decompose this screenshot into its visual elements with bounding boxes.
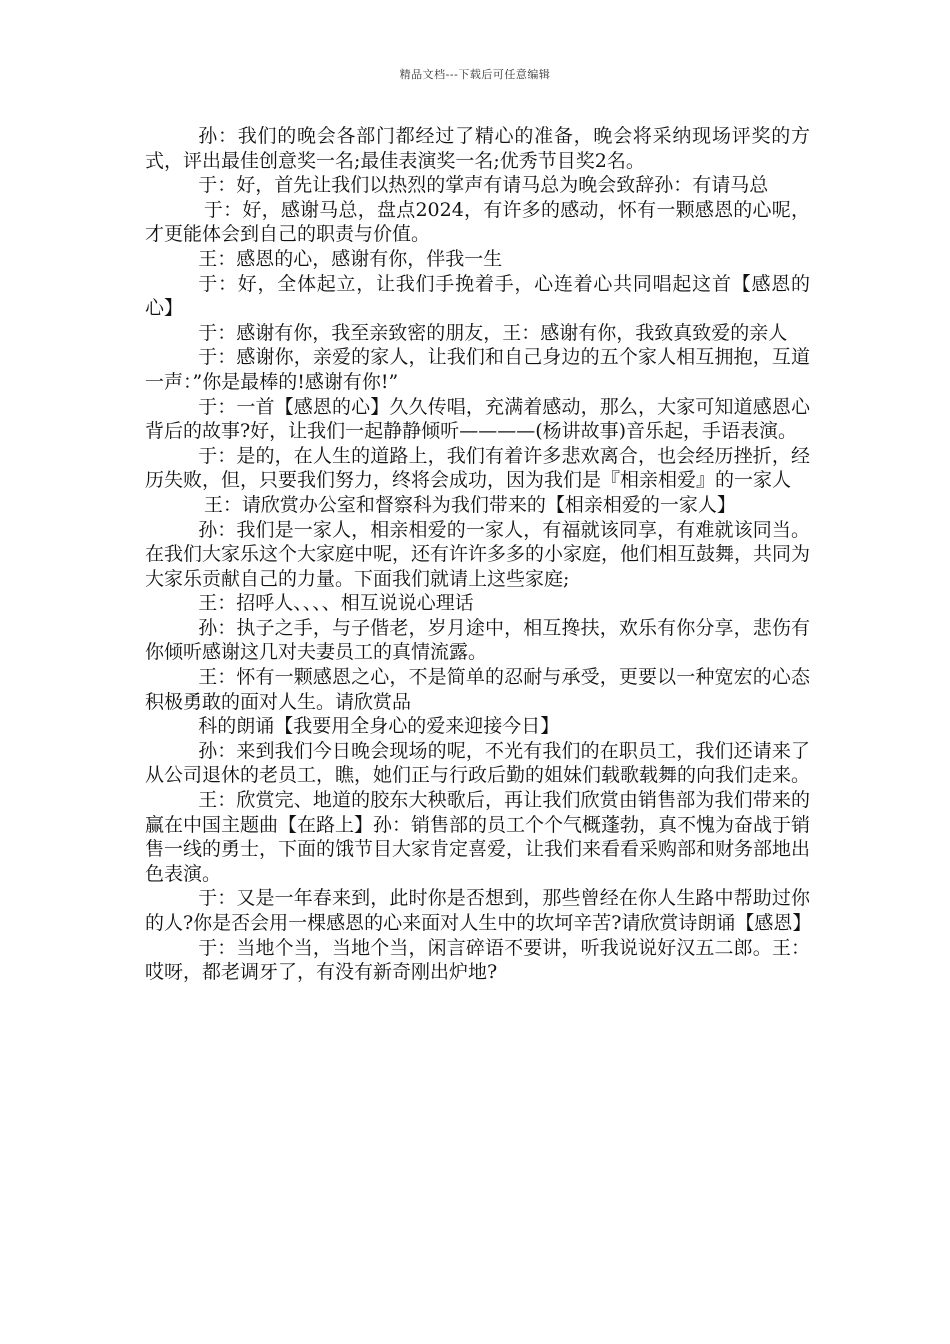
paragraph: 王：怀有一颗感恩之心，不是简单的忍耐与承受，更要以一种宽宏的心态积极勇敢的面对人生。请欣赏品 xyxy=(145,666,810,713)
paragraph: 孙：来到我们今日晚会现场的呢，不光有我们的在职员工，我们还请来了从公司退休的老员工，瞧，她们正与行政后勤的姐妹们载歌载舞的向我们走来。 xyxy=(145,739,811,787)
document-body xyxy=(145,124,810,985)
paragraph: 孙：我们是一家人，相亲相爱的一家人，有福就该同享，有难就该同当。在我们大家乐这个大家庭中呢，还有许许多多的小家庭，他们相互鼓舞，共同为大家乐贡献自己的力量。下面我们就请上这些家庭; xyxy=(145,518,811,590)
paragraph: 于：一首【感恩的心】久久传唱，充满着感动，那么，大家可知道感恩心背后的故事?好，让我们一起静静倾听————(杨讲故事)音乐起，手语表演。 xyxy=(145,395,810,443)
page-header: 精品文档---下载后可任意编辑 xyxy=(399,68,551,81)
paragraph: 于：好，全体起立，让我们手挽着手，心连着心共同唱起这首【感恩的心】 xyxy=(145,272,810,320)
paragraph: 于：感谢你，亲爱的家人，让我们和自己身边的五个家人相互拥抱，互道一声：”你是最棒的!感谢有你!” xyxy=(145,346,810,393)
paragraph: 于：当地个当，当地个当，闲言碎语不要讲，听我说说好汉五二郎。王：哎呀，都老调牙了，有没有新奇刚出炉地? xyxy=(145,936,810,984)
paragraph: 孙：执子之手，与子偕老，岁月途中，相互搀扶，欢乐有你分享，悲伤有你倾听感谢这几对夫妻员工的真情流露。 xyxy=(145,616,810,664)
paragraph: 于：好，首先让我们以热烈的掌声有请马总为晚会致辞孙：有请马总 xyxy=(198,174,769,197)
paragraph: 孙：我们的晚会各部门都经过了精心的准备，晚会将采纳现场评奖的方式，评出最佳创意奖一名;最佳表演奖一名;优秀节目奖2名。 xyxy=(145,125,810,172)
paragraph: 王：感恩的心，感谢有你，伴我一生 xyxy=(198,247,503,270)
paragraph: 于：又是一年春来到，此时你是否想到，那些曾经在你人生路中帮助过你的人?你是否会用一棵感恩的心来面对人生中的坎坷辛苦?请欣赏诗朗诵【感恩】 xyxy=(145,887,812,934)
paragraph: 科的朗诵【我要用全身心的爱来迎接今日】 xyxy=(198,715,560,738)
paragraph: 于：好，感谢马总，盘点2024，有许多的感动，怀有一颗感恩的心呢，才更能体会到自己的职责与价值。 xyxy=(145,198,810,246)
paragraph: 于：是的，在人生的道路上，我们有着许多悲欢离合，也会经历挫折，经历失败，但，只要我们努力，终将会成功，因为我们是『相亲相爱』的一家人 xyxy=(145,444,810,492)
paragraph: 于：感谢有你，我至亲致密的朋友，王：感谢有你，我致真致爱的亲人 xyxy=(198,321,788,344)
paragraph: 王：招呼人、、、、相互说说心理话 xyxy=(198,592,474,615)
paragraph: 王：欣赏完、地道的胶东大秧歌后，再让我们欣赏由销售部为我们带来的赢在中国主题曲【在路上】孙：销售部的员工个个气概蓬勃，真不愧为奋战于销售一线的勇士，下面的饿节目大家肯定喜爱，让我们来看看采购部和财务部地出色表演。 xyxy=(145,789,811,885)
paragraph: 王：请欣赏办公室和督察科为我们带来的【相亲相爱的一家人】 xyxy=(203,493,736,516)
